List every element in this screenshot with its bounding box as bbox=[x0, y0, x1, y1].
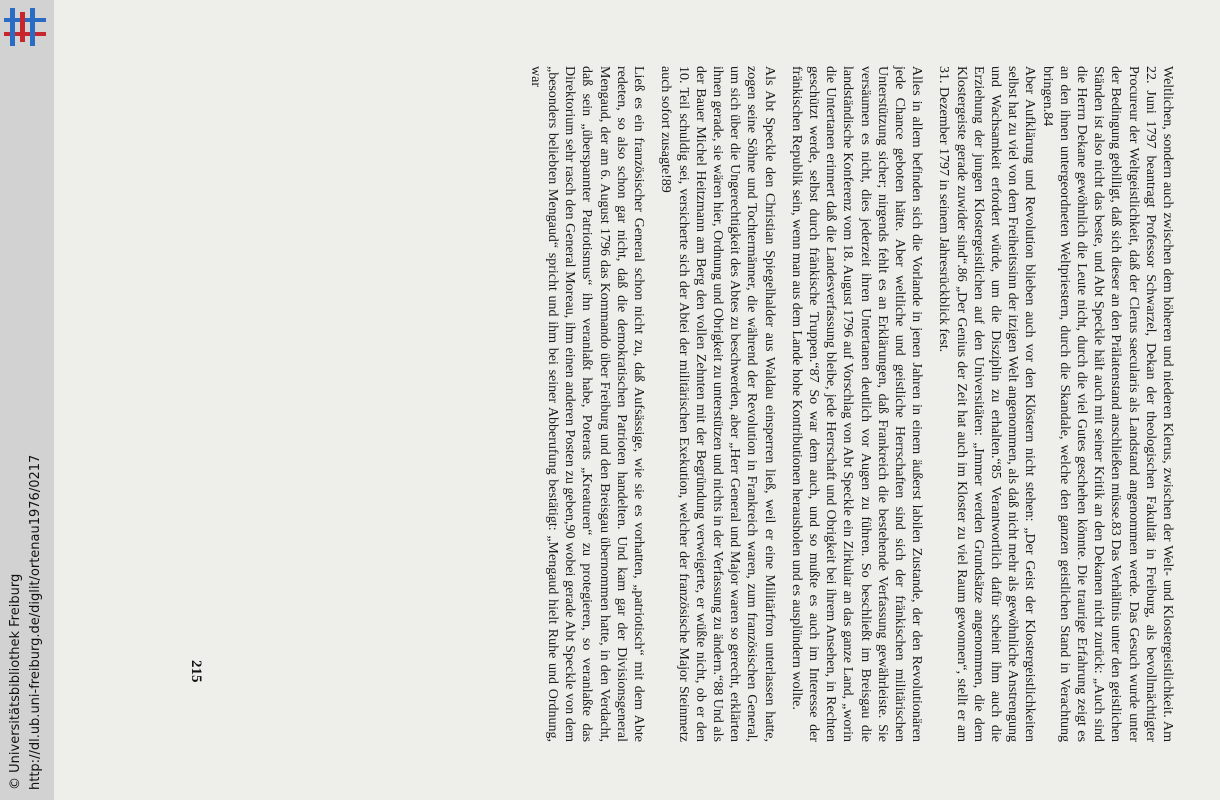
viewer-sidebar bbox=[0, 0, 54, 800]
body-text bbox=[517, 66, 1176, 742]
page-number: 215 bbox=[188, 660, 204, 683]
paragraph: Alles in allem befinden sich die Vorlande in jenen Jahren in einem äußerst labilen Zustande, der den Revolutionären jede Chance geboten hätte. Aber weltliche und geistliche Herrschaften sind sich der fränkischen militärischen Unterstützung sicher; nirgends fehlt es an Erklärungen, daß Frankreich die bestehende Verfassung gewährleiste. Sie versäumen es nicht, dies jederzeit ihren Untertanen deutlich vor Augen zu führen. So beschließt im Breisgau die landständische Konferenz vom 18. August 1796 auf Vorschlag von Abt Speckle ein Zirkular an das ganze Land, „worin die Untertanen erinnert daß die Landesverfassung bleibe, jede Herrschaft und Obrigkeit bei ihrem Ansehen, in Rechten geschützt werde, selbst durch fränkische Truppen.“87 So war dem auch, und so mußte es auch im Interesse der fränkischen Republik sein, wenn man aus dem Lande hohe Kontributionen herausholen und es ausplündern wollte. bbox=[788, 66, 925, 742]
paragraph: Aber Aufklärung und Revolution blieben auch vor den Klöstern nicht stehen: „Der Geist der Klostergeistlichkeiten selbst hat zu viel von dem Freiheitssinn der itzigen Welt angenommen, als daß nicht mehr als gewöhnliche Anstrengung und Wachsamkeit erfordert würde, um die Disziplin zu erhalten.“85 Verantwortlich dafür scheint ihm auch die Erziehung der jungen Klostergeistlichen auf den Universitäten: „Immer werden Grundsätze angenommen, die dem Klostergeiste gerade zuwider sind“.86 „Der Genius der Zeit hat auch im Kloster zu viel Raum gewonnen“, stellt er am 31. Dezember 1797 in seinem Jahresrückblick fest. bbox=[936, 66, 1038, 742]
source-url[interactable]: http://dl.ub.uni-freiburg.de/diglit/ortenau1976/0217 bbox=[28, 454, 43, 790]
paragraph: Ließ es ein französischer General schon nicht zu, daß Aufsässige, wie sie es vorhatten, „patriotisch“ mit dem Abte redeten, so also schon gar nicht, daß die demokratischen Patrioten handelten. Und kam gar der Divisionsgeneral Mengaud, der am 6. August 1796 das Kommando über Freiburg und den Breisgau übernommen hatte, in den Verdacht, daß sein „überspannter Patriotismus“ ihn veranlaßt habe, Poterats „Kreaturen“ zu protegieren, so veranlaßte das Direktorium sehr rasch den General Moreau, ihm einen anderen Posten zu geben,90 wobei gerade Abt Speckle von dem „besonders beliebten Mengaud“ spricht und ihm bei seiner Abberufung bestätigt: „Mengaud hielt Ruhe und Ordnung, war bbox=[527, 66, 647, 742]
paragraph: Weltlichen, sondern auch zwischen dem höheren und niederen Klerus, zwischen der Welt- und Klostergeistlichkeit. Am 22. Juni 1797 beantragt Professor Schwarzel, Dekan der theologischen Fakultät in Freiburg, als bevollmächtigter Procureur der Weltgeistlichkeit, daß der Clerus saecularis als Landstand angenommen werde. Das Gesuch wurde unter der Bedingung gebilligt, daß sich dieser an den Prälatenstand anschließen müsse.83 Das Verhältnis unter den geistlichen Ständen ist also nicht das beste, und Abt Speckle hält auch mit seiner Kritik an den Dekanen nicht zurück: „Auch sind die Herrn Dekane gewöhnlich die Leute nicht, durch die viel Gutes geschehen könnte. Die traurige Erfahrung zeigt es an den ihnen untergeordneten Weltpriestern, durch die Skandale, welche den ganzen geistlichen Stand in Verachtung bringen.84 bbox=[1039, 66, 1175, 742]
paragraph: Als Abt Speckle den Christian Spiegelhalder aus Waldau einsperren ließ, weil er eine Militärfron unterlassen hatte, zogen seine Söhne und Tochtermänner, die während der Revolution in Frankreich waren, zum französischen General, um sich über die Ungerechtigkeit des Abtes zu beschwerden, aber „Herr General und Major waren so gerecht, erklärten ihnen gerade, sie wären hier, Ordnung und Obrigkeit zu unterstützen und nichts in der Verfassung zu ändern.“88 Und als der Bauer Michel Heitzmann am Berg den vollen Zehnten mit der Begründung verweigerte, er wüßte nicht, ob er den 10. Teil schuldig sei, versicherte sich der Abtei der militärischen Exekution, welcher der französische Major Steinmetz auch sofort zusagte!89 bbox=[658, 66, 777, 742]
copyright-notice: © Universitätsbibliothek Freiburg bbox=[8, 573, 23, 790]
ub-freiburg-logo-icon bbox=[4, 6, 46, 48]
scanned-page bbox=[54, 0, 1220, 800]
